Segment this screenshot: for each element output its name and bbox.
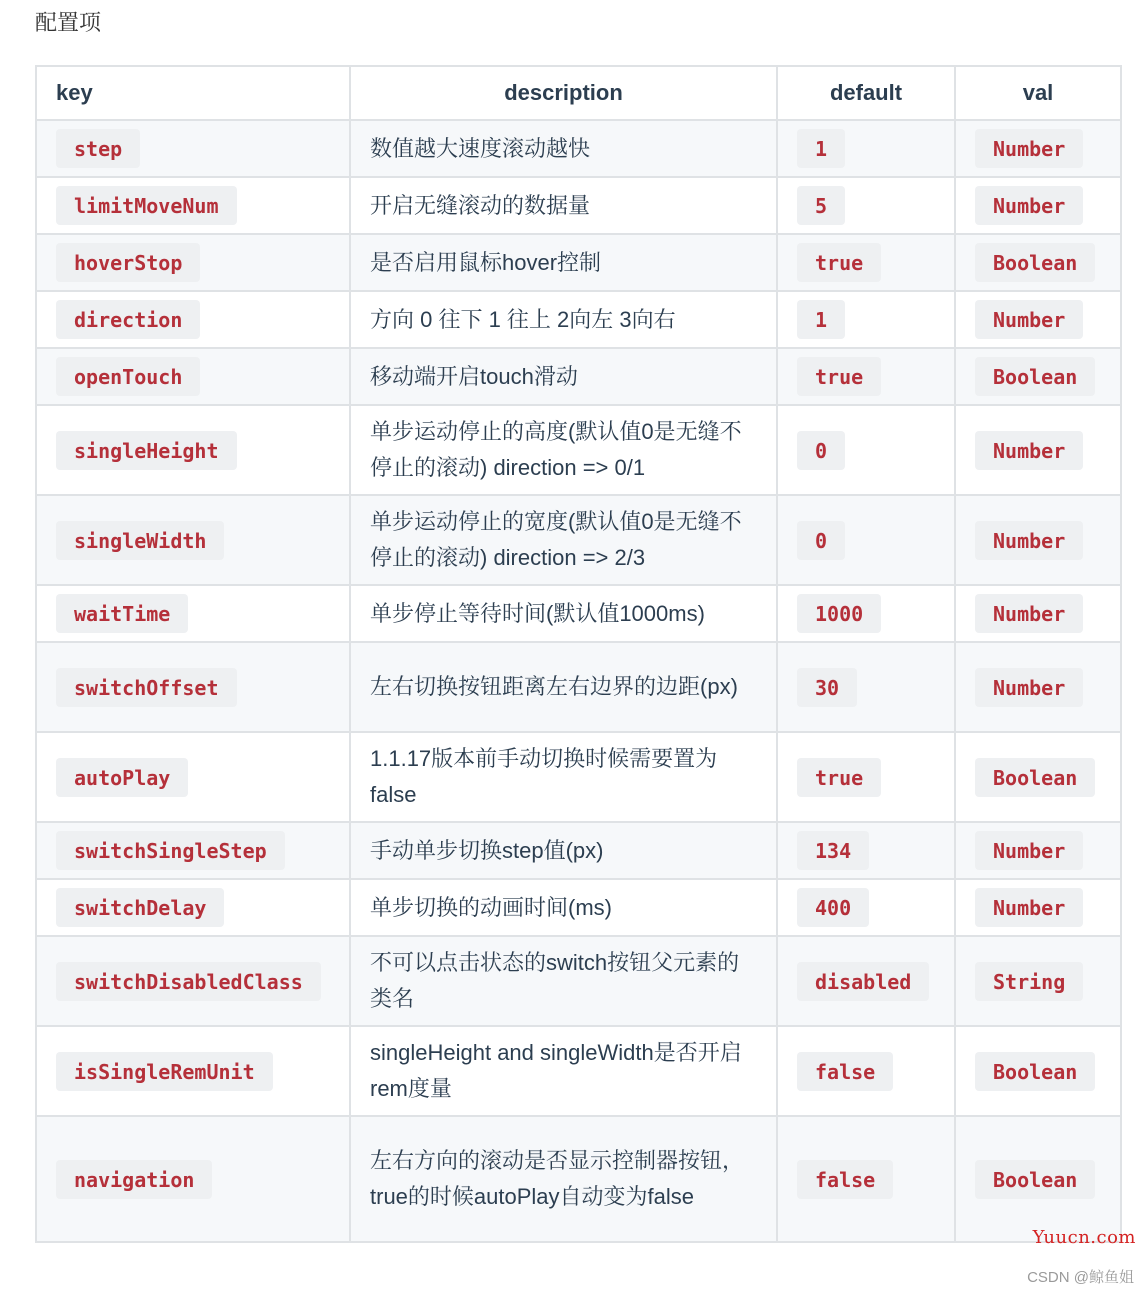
description-cell: 单步停止等待时间(默认值1000ms) bbox=[350, 585, 777, 642]
description-cell: 开启无缝滚动的数据量 bbox=[350, 177, 777, 234]
table-row bbox=[36, 177, 1121, 234]
column-header-key: key bbox=[36, 66, 350, 120]
default-code: 1 bbox=[797, 129, 845, 168]
val-cell bbox=[955, 120, 1121, 177]
description-cell: 左右方向的滚动是否显示控制器按钮，true的时候autoPlay自动变为false bbox=[350, 1116, 777, 1242]
key-code: singleWidth bbox=[56, 521, 224, 560]
val-cell bbox=[955, 879, 1121, 936]
description-cell: 1.1.17版本前手动切换时候需要置为false bbox=[350, 732, 777, 822]
default-cell bbox=[777, 120, 955, 177]
val-cell bbox=[955, 822, 1121, 879]
default-code: false bbox=[797, 1160, 893, 1199]
key-cell bbox=[36, 936, 350, 1026]
key-cell bbox=[36, 495, 350, 585]
val-code: Boolean bbox=[975, 1160, 1095, 1199]
val-code: Boolean bbox=[975, 243, 1095, 282]
val-code: Boolean bbox=[975, 1052, 1095, 1091]
val-cell bbox=[955, 348, 1121, 405]
val-code: Boolean bbox=[975, 758, 1095, 797]
val-cell bbox=[955, 495, 1121, 585]
key-code: hoverStop bbox=[56, 243, 200, 282]
val-code: Number bbox=[975, 431, 1083, 470]
val-cell bbox=[955, 585, 1121, 642]
key-code: singleHeight bbox=[56, 431, 237, 470]
key-cell bbox=[36, 405, 350, 495]
val-code: Boolean bbox=[975, 357, 1095, 396]
description-cell: 不可以点击状态的switch按钮父元素的类名 bbox=[350, 936, 777, 1026]
table-row bbox=[36, 291, 1121, 348]
site-watermark: Yuucn.com bbox=[1032, 1227, 1136, 1248]
default-code: 0 bbox=[797, 431, 845, 470]
page-title: 配置项 bbox=[35, 10, 102, 35]
default-cell bbox=[777, 585, 955, 642]
val-code: Number bbox=[975, 831, 1083, 870]
default-code: 1 bbox=[797, 300, 845, 339]
val-cell bbox=[955, 732, 1121, 822]
default-code: 30 bbox=[797, 668, 857, 707]
key-cell bbox=[36, 234, 350, 291]
default-code: true bbox=[797, 758, 881, 797]
column-header-val: val bbox=[955, 66, 1121, 120]
val-code: Number bbox=[975, 594, 1083, 633]
val-cell bbox=[955, 291, 1121, 348]
default-cell bbox=[777, 291, 955, 348]
table-row bbox=[36, 585, 1121, 642]
column-header-description: description bbox=[350, 66, 777, 120]
default-cell bbox=[777, 879, 955, 936]
default-cell bbox=[777, 642, 955, 732]
key-cell bbox=[36, 642, 350, 732]
description-cell: 左右切换按钮距离左右边界的边距(px) bbox=[350, 642, 777, 732]
key-cell bbox=[36, 177, 350, 234]
table-row bbox=[36, 405, 1121, 495]
key-cell bbox=[36, 822, 350, 879]
val-code: Number bbox=[975, 668, 1083, 707]
val-code: Number bbox=[975, 521, 1083, 560]
default-cell bbox=[777, 234, 955, 291]
val-cell bbox=[955, 936, 1121, 1026]
key-cell bbox=[36, 879, 350, 936]
table-header-row bbox=[36, 66, 1121, 120]
table-row bbox=[36, 732, 1121, 822]
key-code: direction bbox=[56, 300, 200, 339]
description-cell: singleHeight and singleWidth是否开启rem度量 bbox=[350, 1026, 777, 1116]
key-code: switchDisabledClass bbox=[56, 962, 321, 1001]
default-cell bbox=[777, 1116, 955, 1242]
default-cell bbox=[777, 822, 955, 879]
key-code: switchOffset bbox=[56, 668, 237, 707]
default-cell bbox=[777, 936, 955, 1026]
val-code: Number bbox=[975, 888, 1083, 927]
key-cell bbox=[36, 291, 350, 348]
author-watermark: CSDN @鲸鱼姐 bbox=[1027, 1269, 1134, 1286]
description-cell: 方向 0 往下 1 往上 2向左 3向右 bbox=[350, 291, 777, 348]
key-cell bbox=[36, 348, 350, 405]
key-code: switchDelay bbox=[56, 888, 224, 927]
table-row bbox=[36, 348, 1121, 405]
val-cell bbox=[955, 1026, 1121, 1116]
description-cell: 单步运动停止的高度(默认值0是无缝不停止的滚动) direction => 0/1 bbox=[350, 405, 777, 495]
val-code: Number bbox=[975, 300, 1083, 339]
val-code: String bbox=[975, 962, 1083, 1001]
table-row bbox=[36, 495, 1121, 585]
table-row bbox=[36, 1116, 1121, 1242]
default-code: disabled bbox=[797, 962, 929, 1001]
default-cell bbox=[777, 732, 955, 822]
key-cell bbox=[36, 732, 350, 822]
key-code: switchSingleStep bbox=[56, 831, 285, 870]
table-row bbox=[36, 642, 1121, 732]
description-cell: 单步切换的动画时间(ms) bbox=[350, 879, 777, 936]
default-code: true bbox=[797, 243, 881, 282]
val-cell bbox=[955, 234, 1121, 291]
key-cell bbox=[36, 585, 350, 642]
key-code: autoPlay bbox=[56, 758, 188, 797]
default-cell bbox=[777, 177, 955, 234]
description-cell: 是否启用鼠标hover控制 bbox=[350, 234, 777, 291]
key-code: waitTime bbox=[56, 594, 188, 633]
default-cell bbox=[777, 348, 955, 405]
val-cell bbox=[955, 1116, 1121, 1242]
key-cell bbox=[36, 120, 350, 177]
default-code: 400 bbox=[797, 888, 869, 927]
default-code: 1000 bbox=[797, 594, 881, 633]
default-code: false bbox=[797, 1052, 893, 1091]
table-row bbox=[36, 822, 1121, 879]
default-cell bbox=[777, 405, 955, 495]
table-row bbox=[36, 120, 1121, 177]
default-cell bbox=[777, 1026, 955, 1116]
key-code: step bbox=[56, 129, 140, 168]
default-code: 0 bbox=[797, 521, 845, 560]
table-row bbox=[36, 879, 1121, 936]
key-code: limitMoveNum bbox=[56, 186, 237, 225]
table-row bbox=[36, 1026, 1121, 1116]
table-row bbox=[36, 234, 1121, 291]
key-code: openTouch bbox=[56, 357, 200, 396]
key-code: isSingleRemUnit bbox=[56, 1052, 273, 1091]
description-cell: 移动端开启touch滑动 bbox=[350, 348, 777, 405]
description-cell: 单步运动停止的宽度(默认值0是无缝不停止的滚动) direction => 2/3 bbox=[350, 495, 777, 585]
val-code: Number bbox=[975, 186, 1083, 225]
config-table bbox=[35, 65, 1122, 1243]
description-cell: 手动单步切换step值(px) bbox=[350, 822, 777, 879]
val-code: Number bbox=[975, 129, 1083, 168]
default-cell bbox=[777, 495, 955, 585]
default-code: 134 bbox=[797, 831, 869, 870]
description-cell: 数值越大速度滚动越快 bbox=[350, 120, 777, 177]
key-code: navigation bbox=[56, 1160, 212, 1199]
key-cell bbox=[36, 1026, 350, 1116]
table-row bbox=[36, 936, 1121, 1026]
column-header-default: default bbox=[777, 66, 955, 120]
key-cell bbox=[36, 1116, 350, 1242]
default-code: 5 bbox=[797, 186, 845, 225]
val-cell bbox=[955, 405, 1121, 495]
default-code: true bbox=[797, 357, 881, 396]
val-cell bbox=[955, 177, 1121, 234]
val-cell bbox=[955, 642, 1121, 732]
